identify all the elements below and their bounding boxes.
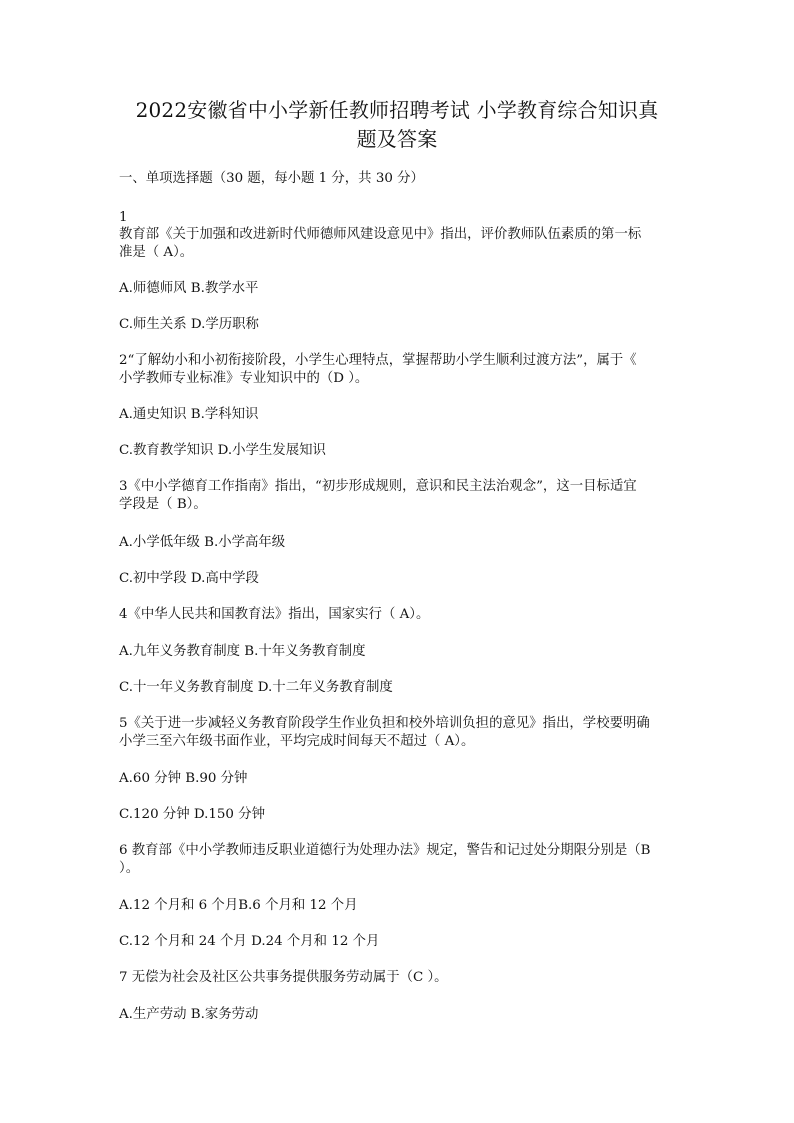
- question-2-stem-line-1: 2“了解幼小和小初衔接阶段，小学生心理特点，掌握帮助小学生顺利过渡方法”，属于《: [119, 353, 637, 368]
- question-2-options-cd: C.教育教学知识 D.小学生发展知识: [119, 443, 326, 458]
- question-1-stem-line-2: 准是（ A）。: [119, 245, 194, 260]
- question-3-options-ab: A.小学低年级 B.小学高年级: [119, 535, 286, 550]
- question-4-stem: [119, 606, 679, 624]
- question-3-stem-line-1: 3《中小学德育工作指南》指出，“初步形成规则，意识和民主法治观念”，这一目标适宜: [119, 479, 637, 494]
- question-3-options-cd: C.初中学段 D.高中学段: [119, 571, 259, 586]
- question-1-stem: [119, 226, 679, 262]
- title-line-2: 题及答案: [356, 127, 438, 151]
- question-5-stem-line-1: 5《关于进一步减轻义务教育阶段学生作业负担和校外培训负担的意见》指出，学校要明确: [119, 716, 650, 731]
- question-1-options-cd: C.师生关系 D.学历职称: [119, 317, 259, 332]
- document-title: [100, 96, 694, 154]
- question-2-stem: [119, 352, 679, 388]
- question-1-number: 1: [119, 210, 128, 225]
- question-3-stem: [119, 478, 679, 514]
- question-5-options-cd: C.120 分钟 D.150 分钟: [119, 807, 265, 822]
- question-7-options-ab: A.生产劳动 B.家务劳动: [119, 1007, 259, 1022]
- section-heading: 一、单项选择题（30 题，每小题 1 分，共 30 分）: [119, 171, 424, 186]
- question-4-options-cd: C.十一年义务教育制度 D.十二年义务教育制度: [119, 680, 393, 695]
- question-2-stem-line-2: 小学教师专业标准》专业知识中的（D ）。: [119, 371, 369, 386]
- title-line-1: 2022安徽省中小学新任教师招聘考试 小学教育综合知识真: [135, 98, 659, 122]
- question-4-stem-line-1: 4《中华人民共和国教育法》指出，国家实行（ A）。: [119, 607, 430, 622]
- question-5-stem-line-2: 小学三至六年级书面作业，平均完成时间每天不超过（ A）。: [119, 734, 475, 749]
- question-6-stem-line-1: 6 教育部《中小学教师违反职业道德行为处理办法》规定，警告和记过处分期限分别是（B: [119, 843, 651, 858]
- question-4-options-ab: A.九年义务教育制度 B.十年义务教育制度: [119, 644, 366, 659]
- question-1-options-ab: A.师德师风 B.教学水平: [119, 281, 259, 296]
- question-6-options-ab: A.12 个月和 6 个月B.6 个月和 12 个月: [119, 898, 358, 913]
- question-5-options-ab: A.60 分钟 B.90 分钟: [119, 771, 248, 786]
- question-7-stem-line-1: 7 无偿为社会及社区公共事务提供服务劳动属于（C ）。: [119, 970, 448, 985]
- question-1-stem-line-1: 教育部《关于加强和改进新时代师德师风建设意见中》指出，评价教师队伍素质的第一标: [119, 227, 642, 242]
- question-3-stem-line-2: 学段是（ B）。: [119, 497, 207, 512]
- question-5-stem: [119, 715, 679, 751]
- question-7-stem: [119, 969, 679, 987]
- question-2-options-ab: A.通史知识 B.学科知识: [119, 407, 259, 422]
- question-6-options-cd: C.12 个月和 24 个月 D.24 个月和 12 个月: [119, 934, 380, 949]
- question-6-stem-line-2: ）。: [119, 861, 140, 876]
- question-6-stem: [119, 842, 679, 878]
